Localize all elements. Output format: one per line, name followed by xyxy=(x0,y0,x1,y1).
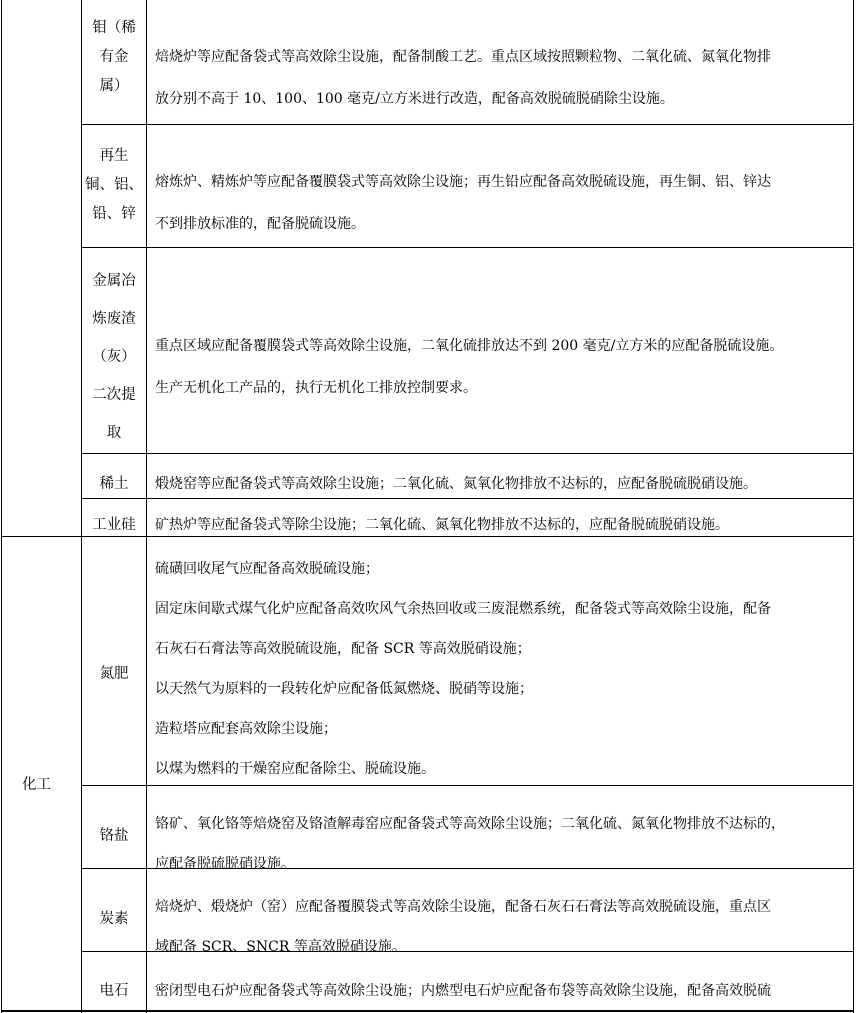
row-divider xyxy=(81,498,854,499)
description-cell xyxy=(155,36,849,120)
description-line: 密闭型电石炉应配备袋式等高效除尘设施；内燃型电石炉应配备布袋等高效除尘设施，配备高效脱硫 xyxy=(155,983,771,999)
row-divider xyxy=(81,124,854,125)
description-line: 煅烧窑等应配备袋式等高效除尘设施；二氧化硫、氮氧化物排放不达标的，应配备脱硫脱硝设施。 xyxy=(155,476,757,492)
category-line: 铬盐 xyxy=(99,828,129,844)
category-cell xyxy=(82,14,146,101)
description-line: 固定床间歇式煤气化炉应配备高效吹风气余热回收或三废混燃系统，配备袋式等高效除尘设施，配备 xyxy=(155,601,771,617)
description-line: 焙烧炉、煅烧炉（窑）应配备覆膜袋式等高效除尘设施，配备石灰石石膏法等高效脱硫设施，重点区 xyxy=(155,899,771,915)
table-border-bottom xyxy=(1,1010,854,1012)
category-line: 氮肥 xyxy=(99,666,129,682)
table-border-left xyxy=(1,0,2,1013)
category-line: 铜、铝、 xyxy=(85,177,143,193)
description-line: 熔炼炉、精炼炉等应配备覆膜袋式等高效除尘设施；再生铅应配备高效脱硫设施，再生铜、铝、锌达 xyxy=(155,174,771,190)
description-line: 域配备 SCR、SNCR 等高效脱硝设施。 xyxy=(155,939,406,955)
description-cell xyxy=(155,549,849,789)
description-line: 不到排放标准的，配备脱硫设施。 xyxy=(155,216,365,232)
category-line: 稀土 xyxy=(99,476,129,492)
description-cell xyxy=(155,887,849,967)
description-cell xyxy=(155,981,849,1001)
category-cell xyxy=(82,142,146,229)
description-line: 放分别不高于 10、100、100 毫克/立方米进行改造，配备高效脱硫脱硝除尘设施。 xyxy=(155,91,674,107)
category-line: 炭素 xyxy=(99,911,129,927)
category-line: 属） xyxy=(99,78,129,94)
description-line: 硫磺回收尾气应配备高效脱硫设施； xyxy=(155,561,379,577)
description-cell xyxy=(155,474,849,494)
category-cell xyxy=(82,515,146,535)
category-line: 再生 xyxy=(99,148,129,164)
category-line: 二次提 xyxy=(92,387,136,403)
category-cell xyxy=(82,826,146,846)
category-line: 金属冶 xyxy=(92,273,136,289)
row-divider xyxy=(81,453,854,454)
description-cell xyxy=(155,515,849,535)
category-cell xyxy=(82,474,146,494)
sector-divider xyxy=(1,536,854,537)
description-cell xyxy=(155,804,849,884)
category-line: 取 xyxy=(106,425,122,441)
row-divider xyxy=(81,247,854,248)
description-line: 造粒塔应配套高效除尘设施； xyxy=(155,721,337,737)
description-line: 石灰石石膏法等高效脱硫设施，配备 SCR 等高效脱硝设施； xyxy=(155,641,531,657)
description-line: 焙烧炉等应配备袋式等高效除尘设施，配备制酸工艺。重点区域按照颗粒物、二氧化硫、氮氧化物排 xyxy=(155,49,771,65)
description-cell xyxy=(155,161,849,245)
category-cell xyxy=(82,262,146,452)
description-line: 以天然气为原料的一段转化炉应配备低氮燃烧、脱硝等设施； xyxy=(155,681,533,697)
description-line: 应配备脱硫脱硝设施。 xyxy=(155,856,295,872)
description-line: 以煤为燃料的干燥窑应配备除尘、脱硫设施。 xyxy=(155,761,435,777)
category-line: 电石 xyxy=(99,983,129,999)
description-line: 矿热炉等应配备袋式等除尘设施；二氧化硫、氮氧化物排放不达标的，应配备脱硫脱硝设施。 xyxy=(155,517,729,533)
description-line: 重点区域应配备覆膜袋式等高效除尘设施，二氧化硫排放达不到 200 毫克/立方米的应配备脱硫设施。 xyxy=(155,338,784,354)
category-line: 铅、锌 xyxy=(92,206,136,222)
description-line: 铬矿、氧化铬等焙烧窑及铬渣解毒窑应配备袋式等高效除尘设施；二氧化硫、氮氧化物排放不达标的， xyxy=(155,816,785,832)
category-line: 工业硅 xyxy=(92,517,136,533)
table-border-right xyxy=(853,0,854,1013)
category-line: （灰） xyxy=(92,349,136,365)
category-line: 有金 xyxy=(99,49,129,65)
category-cell xyxy=(82,664,146,684)
category-cell xyxy=(82,909,146,929)
description-cell xyxy=(155,325,849,409)
category-line: 钼（稀 xyxy=(92,20,136,36)
sector-label: 化工 xyxy=(22,777,51,793)
category-line: 炼废渣 xyxy=(92,311,136,327)
description-column-divider xyxy=(146,0,147,1013)
category-cell xyxy=(82,981,146,1001)
description-line: 生产无机化工产品的，执行无机化工排放控制要求。 xyxy=(155,380,477,396)
